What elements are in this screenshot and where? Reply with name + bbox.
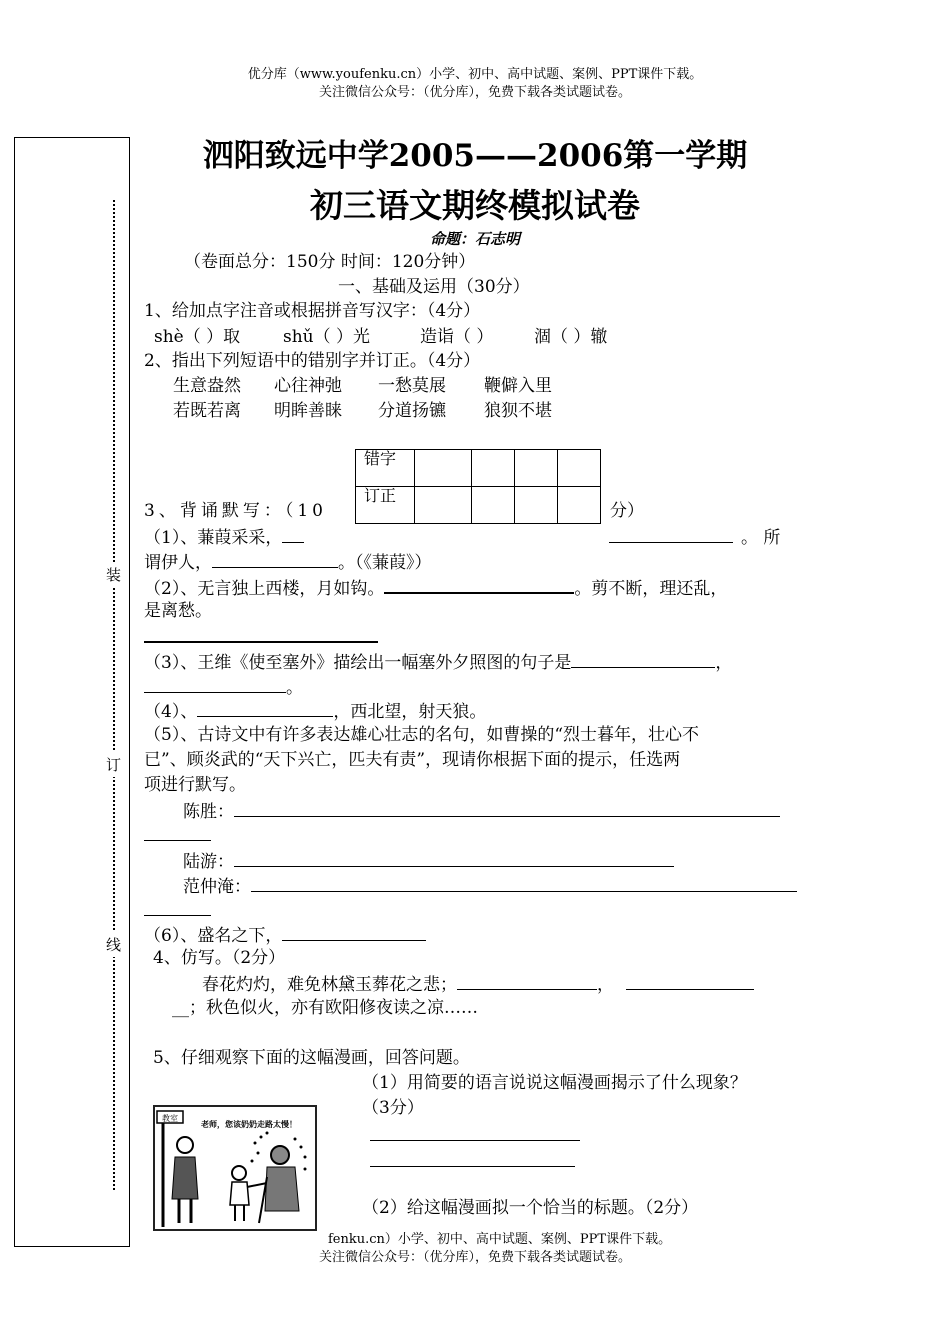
q3-4-text: （4）、 <box>144 702 198 722</box>
header-line-1: 优分库（www.youfenku.cn）小学、初中、高中试题、案例、PPT课件下载。 <box>247 67 703 82</box>
q3-5-line-2: 已”、顾炎武的“天下兴亡，匹夫有责”，现请你根据下面的提示，任选两 <box>144 750 681 770</box>
answer-blank[interactable] <box>571 649 715 668</box>
table-cell[interactable] <box>415 450 472 487</box>
q3-3-text: 。 <box>286 678 303 698</box>
chensheng-label: 陈胜： <box>183 802 234 822</box>
q3-2 <box>144 574 727 601</box>
table-cell[interactable] <box>472 450 515 487</box>
exam-author: 命题：石志明 <box>429 230 520 248</box>
answer-blank[interactable] <box>197 698 333 717</box>
cartoon-sign: 教室 <box>162 1114 178 1123</box>
luyou-label: 陆游： <box>183 852 234 872</box>
q3-2-text: 。剪不断，理还乱， <box>574 579 728 599</box>
answer-blank[interactable] <box>370 1148 575 1167</box>
q3-1-text: 谓伊人， <box>144 553 212 573</box>
q3-5-luyou <box>183 848 674 874</box>
cartoon-image <box>153 1105 317 1231</box>
q4-prompt: 4、仿写。（2分） <box>153 948 286 968</box>
answer-blank[interactable] <box>251 873 797 892</box>
q3-1-start <box>144 524 304 550</box>
q2-phrase: 狼狈不堪 <box>484 401 552 421</box>
answer-blank[interactable] <box>144 822 211 841</box>
q3-1-end <box>144 549 432 575</box>
answer-blank[interactable] <box>626 971 754 990</box>
table-cell[interactable] <box>415 487 472 524</box>
side-char-xian: 线 <box>106 932 121 957</box>
q5-prompt: 5、仔细观察下面的这幅漫画，回答问题。 <box>153 1048 470 1068</box>
q3-5-fanzhongyan <box>183 873 797 899</box>
q1-prompt: 1、给加点字注音或根据拼音写汉字：（4分） <box>144 301 481 321</box>
q3-3 <box>144 649 732 675</box>
q4-text: 春花灼灼，难免林黛玉葬花之悲； <box>202 975 457 995</box>
q2-phrase: 一愁莫展 <box>378 376 446 396</box>
answer-blank[interactable] <box>609 524 733 543</box>
fanzhongyan-label: 范仲淹： <box>183 877 251 897</box>
q1-item-3: 造诣（ ） <box>420 327 494 347</box>
answer-blank[interactable] <box>144 674 286 693</box>
answer-blank[interactable] <box>370 1122 580 1141</box>
table-label-wrong: 错字 <box>356 450 415 487</box>
table-cell[interactable] <box>558 450 601 487</box>
q3-1-mid <box>609 524 780 550</box>
q3-prompt: 3、背诵默写：（10 <box>144 501 327 521</box>
answer-blank[interactable] <box>144 897 211 916</box>
section-1-heading: 一、基础及运用（30分） <box>338 277 530 297</box>
q1-item-1: shè（ ）取 <box>154 327 241 347</box>
q4-line-1 <box>202 971 754 997</box>
q3-prompt-end: 分） <box>610 501 644 521</box>
answer-blank[interactable] <box>384 574 574 594</box>
q2-phrase: 鞭僻入里 <box>484 376 552 396</box>
q3-1-text: （1）、蒹葭采采， <box>144 528 283 548</box>
answer-blank[interactable] <box>144 623 378 643</box>
table-cell[interactable] <box>558 487 601 524</box>
q3-3-text: ， <box>715 653 733 673</box>
q3-5-line-3: 项进行默写。 <box>144 775 246 795</box>
answer-blank[interactable] <box>282 922 426 941</box>
q1-item-2: shǔ（ ）光 <box>283 327 371 347</box>
q5-part-2: （2）给这幅漫画拟一个恰当的标题。（2分） <box>362 1198 699 1218</box>
header-line-2: 关注微信公众号：（优分库），免费下载各类试题试卷。 <box>318 85 631 100</box>
side-char-ding: 订 <box>106 752 121 777</box>
q2-phrase: 心往神弛 <box>274 376 342 396</box>
table-cell[interactable] <box>515 450 558 487</box>
q3-2-text: （2）、无言独上西楼，月如钩。 <box>144 579 385 599</box>
q3-5-chensheng <box>183 798 780 824</box>
q2-phrase: 分道扬镳 <box>378 401 446 421</box>
table-cell[interactable] <box>515 487 558 524</box>
footer-line-2: 关注微信公众号：（优分库），免费下载各类试题试卷。 <box>318 1250 631 1265</box>
correction-table <box>355 449 601 524</box>
q2-phrase: 生意盎然 <box>173 376 241 396</box>
exam-title-line-1: 泗阳致远中学2005——2006第一学期 <box>202 138 748 174</box>
side-char-zhuang: 装 <box>106 562 121 587</box>
table-label-fix: 订正 <box>356 487 415 524</box>
exam-title-line-2: 初三语文期终模拟试卷 <box>310 186 640 225</box>
q3-4-text: ，西北望，射天狼。 <box>333 702 487 722</box>
q3-3-end <box>144 674 303 700</box>
q3-1-text: 。（《蒹葭》） <box>338 553 432 573</box>
q2-phrase: 明眸善睐 <box>274 401 342 421</box>
answer-blank[interactable] <box>282 524 304 543</box>
table-cell[interactable] <box>472 487 515 524</box>
answer-blank[interactable] <box>234 848 674 867</box>
q2-phrase: 若既若离 <box>173 401 241 421</box>
q5-part-1-score: （3分） <box>362 1098 424 1118</box>
q3-6-text: （6）、盛名之下， <box>144 926 283 946</box>
q3-6 <box>144 922 426 948</box>
q3-4 <box>144 698 486 724</box>
q3-1-text: 。 所 <box>741 528 781 548</box>
q4-text: ， <box>597 975 614 995</box>
q3-2-end: 是离愁。 <box>144 601 212 621</box>
answer-blank[interactable] <box>212 549 338 568</box>
q3-3-text: （3）、王维《使至塞外》描绘出一幅塞外夕照图的句子是 <box>144 653 572 673</box>
binding-dotted-line <box>113 200 115 1190</box>
q3-5-line-1: （5）、古诗文中有许多表达雄心壮志的名句，如曹操的“烈士暮年，壮心不 <box>144 725 700 745</box>
cartoon-drawing <box>155 1107 315 1229</box>
q5-part-1: （1）用简要的语言说说这幅漫画揭示了什么现象？ <box>362 1073 747 1093</box>
q1-item-4: 涸（ ）辙 <box>534 327 608 347</box>
exam-info: （卷面总分：150分 时间：120分钟） <box>184 252 476 272</box>
footer-line-1: fenku.cn）小学、初中、高中试题、案例、PPT课件下载。 <box>328 1232 672 1247</box>
cartoon-speech: 老师，您该奶奶走路太慢！ <box>201 1120 297 1129</box>
answer-blank[interactable] <box>234 798 780 817</box>
q2-prompt: 2、指出下列短语中的错别字并订正。（4分） <box>144 351 481 371</box>
q4-line-2: __；秋色似火，亦有欧阳修夜读之凉…… <box>172 998 478 1018</box>
answer-blank[interactable] <box>457 971 597 990</box>
